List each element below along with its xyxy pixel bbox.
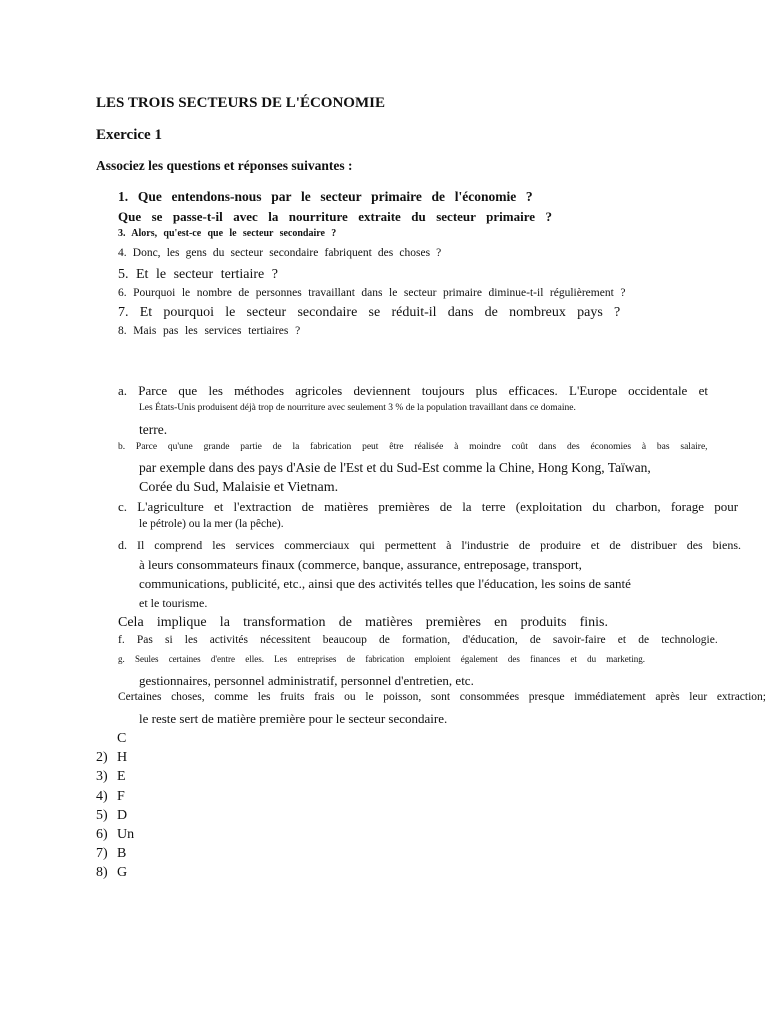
instruction: Associez les questions et réponses suivantes : — [96, 158, 353, 173]
key-item — [96, 828, 134, 842]
key-number: 7) — [96, 846, 108, 861]
answer-d-line1: d. Il comprend les services commerciaux qui permettent à l'industrie de produire et de distribuer des biens. — [118, 538, 742, 552]
key-number: 8) — [96, 865, 108, 880]
answer-c-line2: le pétrole) ou la mer (la pêche). — [139, 518, 284, 530]
key-number: 4) — [96, 789, 108, 804]
answer-f-line1: f. Pas si les activités nécessitent beaucoup de formation, d'éducation, de savoir-faire et de technologie. — [118, 634, 718, 646]
key-letter: Un — [117, 827, 135, 842]
key-letter: G — [117, 865, 128, 880]
key-number: 6) — [96, 827, 108, 842]
key-item — [96, 790, 125, 804]
answer-d-line3: communications, publicité, etc., ainsi que des activités telles que l'éducation, les soins de santé — [139, 576, 631, 591]
key-letter: B — [117, 846, 127, 861]
key-letter: D — [117, 808, 128, 823]
answer-a-line2: Les États-Unis produisent déjà trop de nourriture avec seulement 3 % de la population travaillant dans ce domaine. — [139, 403, 576, 413]
key-letter: C — [117, 731, 127, 746]
question-3: 3. Alors, qu'est-ce que le secteur secondaire ? — [118, 228, 337, 239]
answer-b-line1: b. Parce qu'une grande partie de la fabrication peut être réalisée à moindre coût dans des économies à bas salaire, — [118, 442, 708, 452]
exercise-heading: Exercice 1 — [96, 127, 162, 143]
document-title: LES TROIS SECTEURS DE L'ÉCONOMIE — [96, 95, 385, 111]
question-7: 7. Et pourquoi le secteur secondaire se réduit-il dans de nombreux pays ? — [118, 305, 621, 320]
key-item — [96, 809, 127, 823]
key-item — [96, 866, 127, 880]
key-letter: F — [117, 789, 125, 804]
key-number: 5) — [96, 808, 108, 823]
answer-g-line2: gestionnaires, personnel administratif, personnel d'entretien, etc. — [139, 673, 474, 688]
question-6: 6. Pourquoi le nombre de personnes travaillant dans le secteur primaire diminue-t-il régulièrement ? — [118, 287, 626, 299]
key-item — [96, 732, 126, 746]
question-4: 4. Donc, les gens du secteur secondaire fabriquent des choses ? — [118, 247, 442, 259]
answer-d-line4: et le tourisme. — [139, 596, 208, 610]
answer-h-line2: le reste sert de matière première pour le secteur secondaire. — [139, 711, 448, 726]
key-item — [96, 751, 127, 765]
question-5: 5. Et le secteur tertiaire ? — [118, 267, 278, 282]
question-8: 8. Mais pas les services tertiaires ? — [118, 325, 301, 337]
key-item — [96, 770, 126, 784]
answer-c-line1: c. L'agriculture et l'extraction de matières premières de la terre (exploitation du charbon, forage pour — [118, 499, 739, 514]
answer-b-line3: Corée du Sud, Malaisie et Vietnam. — [139, 480, 339, 495]
answer-h-line1: Certaines choses, comme les fruits frais ou le poisson, sont consommées presque immédiatement après leur extraction; — [118, 691, 766, 703]
answer-b-line2: par exemple dans des pays d'Asie de l'Est et du Sud-Est comme la Chine, Hong Kong, Taïwan, — [139, 460, 651, 475]
key-item — [96, 847, 126, 861]
answer-d-line2: à leurs consommateurs finaux (commerce, banque, assurance, entreposage, transport, — [139, 557, 582, 572]
key-number: 2) — [96, 750, 108, 765]
key-letter: E — [117, 769, 126, 784]
question-1: 1. Que entendons-nous par le secteur primaire de l'économie ? — [118, 189, 533, 204]
key-number: 3) — [96, 769, 108, 784]
question-2: Que se passe-t-il avec la nourriture extraite du secteur primaire ? — [118, 209, 552, 224]
answer-e-line1: Cela implique la transformation de matières premières en produits finis. — [118, 615, 608, 630]
answer-g-line1: g. Seules certaines d'entre elles. Les entreprises de fabrication emploient également des finances et du marketing. — [118, 654, 646, 664]
key-letter: H — [117, 750, 128, 765]
answer-a-line3: terre. — [139, 422, 168, 437]
answer-a-line1: a. Parce que les méthodes agricoles deviennent toujours plus efficaces. L'Europe occidentale et — [118, 383, 708, 398]
